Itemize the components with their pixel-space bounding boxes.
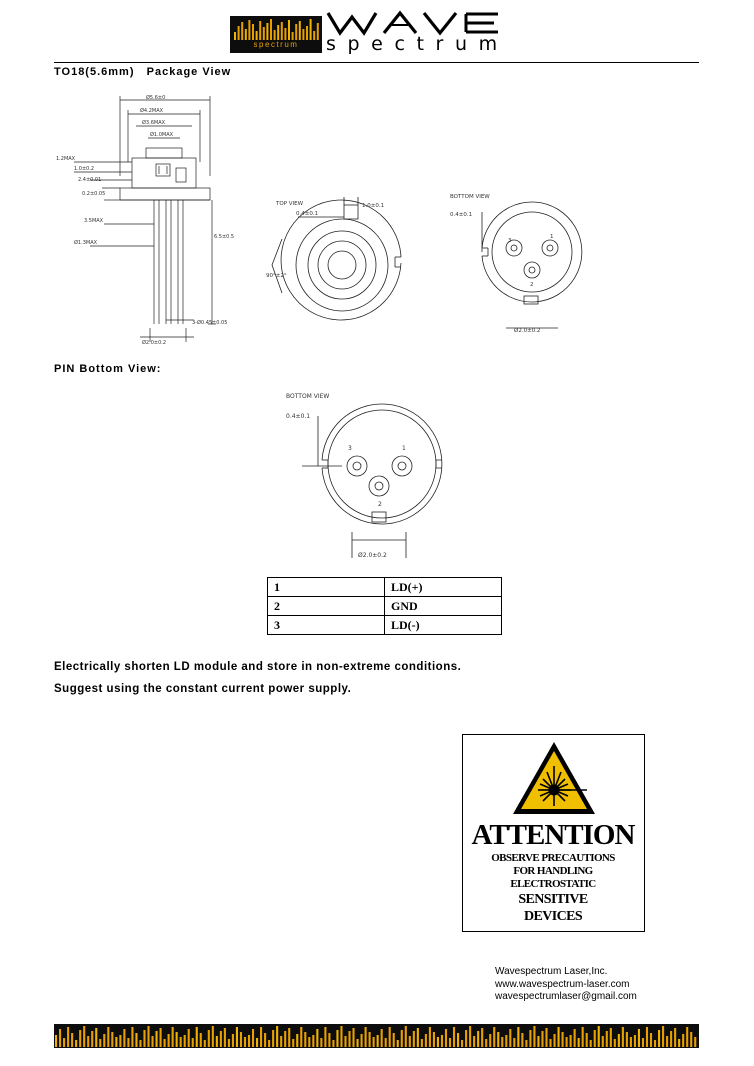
esd-text-line: SENSITIVE — [518, 892, 588, 907]
svg-text:3.5MAX: 3.5MAX — [84, 218, 104, 224]
svg-text:TOP VIEW: TOP VIEW — [276, 201, 304, 207]
svg-text:1: 1 — [402, 445, 406, 452]
pin-number-cell: 1 — [268, 578, 385, 597]
pin-bottom-view-drawing — [282, 390, 458, 562]
logo-subtitle: spectrum — [326, 33, 509, 55]
pin-bottom-view-title: PIN Bottom View: — [54, 363, 162, 375]
pin-function-cell: LD(+) — [385, 578, 502, 597]
power-supply-note: Suggest using the constant current power supply. — [54, 683, 352, 695]
table-row — [268, 616, 502, 635]
esd-text-line: ELECTROSTATIC — [510, 878, 596, 890]
svg-text:0.2±0.05: 0.2±0.05 — [82, 191, 106, 197]
handling-note: Electrically shorten LD module and store in non-extreme conditions. — [54, 661, 462, 673]
svg-text:1.0±0.1: 1.0±0.1 — [362, 203, 385, 209]
logo-mark-caption: spectrum — [253, 40, 299, 49]
pin-function-cell: LD(-) — [385, 616, 502, 635]
svg-text:3-Ø0.45±0.05: 3-Ø0.45±0.05 — [192, 320, 228, 326]
esd-text-line: OBSERVE PRECAUTIONS — [491, 852, 615, 864]
svg-text:2: 2 — [530, 282, 534, 288]
top-view-drawing — [262, 195, 422, 345]
pin-number-cell: 2 — [268, 597, 385, 616]
svg-text:0.4±0.1: 0.4±0.1 — [286, 413, 311, 420]
esd-text-line: DEVICES — [523, 909, 583, 924]
table-row — [268, 597, 502, 616]
svg-text:1.0±0.2: 1.0±0.2 — [74, 166, 95, 172]
svg-text:Ø1.0MAX: Ø1.0MAX — [150, 132, 174, 138]
logo-bars-icon — [232, 18, 320, 40]
esd-text-line: FOR HANDLING — [513, 865, 593, 877]
footer-brand-strip — [54, 1024, 699, 1048]
svg-text:1: 1 — [550, 234, 554, 240]
header-rule — [54, 62, 699, 63]
email-link[interactable]: wavespectrumlaser@gmail.com — [495, 991, 637, 1002]
side-view-drawing — [54, 92, 254, 347]
svg-text:6.5±0.5: 6.5±0.5 — [214, 234, 235, 240]
bottom-view-drawing — [446, 190, 586, 340]
svg-text:0.4±0.1: 0.4±0.1 — [296, 211, 319, 217]
svg-text:Ø2.0±0.2: Ø2.0±0.2 — [514, 328, 541, 334]
company-name: Wavespectrum Laser,Inc. — [495, 966, 608, 977]
website-link[interactable]: www.wavespectrum-laser.com — [495, 979, 630, 990]
svg-text:Ø4.2MAX: Ø4.2MAX — [140, 108, 164, 114]
svg-text:BOTTOM VIEW: BOTTOM VIEW — [450, 194, 490, 200]
svg-text:3: 3 — [508, 238, 512, 244]
pin-function-table — [267, 577, 502, 635]
package-view-title: TO18(5.6mm) Package View — [54, 66, 232, 78]
svg-text:90°±2°: 90°±2° — [266, 273, 287, 279]
esd-warning-sign — [462, 734, 645, 932]
pin-function-cell: GND — [385, 597, 502, 616]
svg-text:Ø3.6MAX: Ø3.6MAX — [142, 120, 166, 126]
svg-text:2.4±0.01: 2.4±0.01 — [78, 177, 102, 183]
svg-text:3: 3 — [348, 445, 352, 452]
svg-text:BOTTOM VIEW: BOTTOM VIEW — [286, 393, 330, 400]
svg-text:Ø1.3MAX: Ø1.3MAX — [74, 240, 98, 246]
svg-text:Ø2.0±0.2: Ø2.0±0.2 — [358, 552, 387, 559]
svg-text:Ø5.6±0: Ø5.6±0 — [146, 95, 166, 101]
pin-number-cell: 3 — [268, 616, 385, 635]
table-row — [268, 578, 502, 597]
laser-radiation-warning-icon — [511, 740, 597, 816]
svg-text:1.2MAX: 1.2MAX — [56, 156, 76, 162]
esd-heading: ATTENTION — [471, 819, 635, 851]
svg-text:Ø2.0±0.2: Ø2.0±0.2 — [142, 340, 167, 346]
svg-text:0.4±0.1: 0.4±0.1 — [450, 212, 473, 218]
logo-mark — [230, 16, 322, 53]
svg-text:2: 2 — [378, 501, 382, 508]
